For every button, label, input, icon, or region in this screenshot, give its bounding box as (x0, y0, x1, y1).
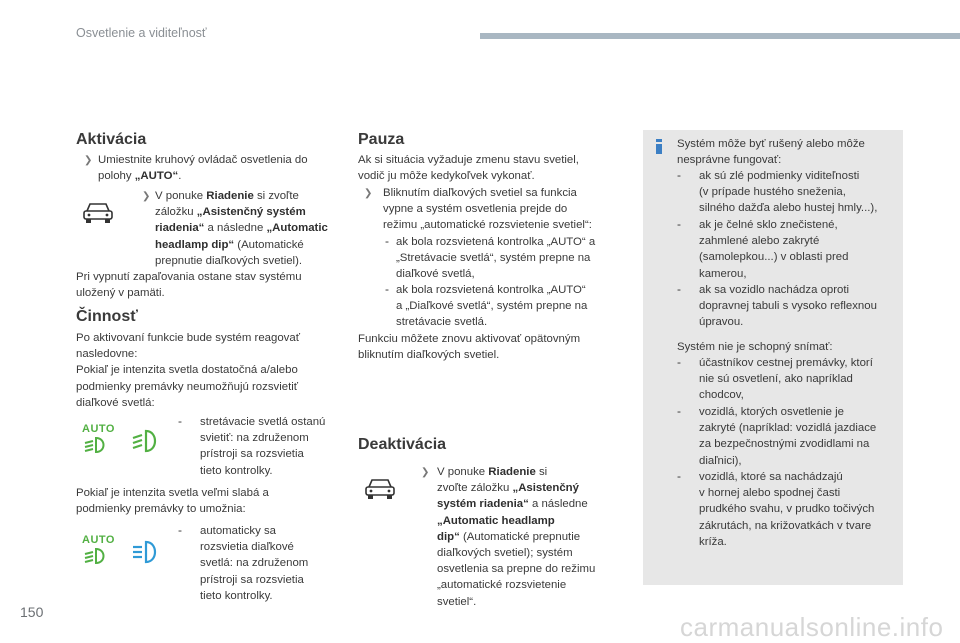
aktivacia-note: Pri vypnutí zapaľovania ostane stav systému uložený v pamäti. (76, 271, 302, 300)
auto-lights-indicator-icon: AUTO (82, 424, 115, 454)
dash-marker: - (178, 523, 182, 537)
heading-pauza: Pauza (358, 131, 405, 148)
dash-marker: - (677, 469, 681, 483)
auto-lights-indicator-icon: AUTO (82, 535, 115, 565)
dash-marker: - (677, 282, 681, 296)
pauza-case-2: ak bola rozsvietená kontrolka „AUTO“ a „Diaľkové svetlá“, systém prepne na stretávacie svetlá. (396, 284, 588, 329)
aktivacia-step: Umiestnite kruhový ovládač osvetlenia do polohy „AUTO“. (98, 154, 308, 183)
dash-marker: - (677, 217, 681, 231)
info-icon (656, 139, 662, 154)
high-beam-indicator-icon (130, 539, 162, 565)
dash-marker: - (385, 282, 389, 296)
info-condition-3: ak sa vozidlo nachádza oproti dopravnej tabuli s vysoko reflexnou úpravou. (699, 284, 877, 329)
dash-marker: - (178, 414, 182, 428)
info-condition-1: ak sú zlé podmienky viditeľnosti (v prípade hustého sneženia, silného dažďa alebo hustej hmly...), (699, 170, 878, 215)
dash-marker: - (677, 168, 681, 182)
bullet-marker-icon: ❯ (421, 467, 430, 478)
aktivacia-menu-step: V ponuke Riadenie si zvoľte záložku „Asistenčný systém riadenia“ a následne „Automatic headlamp dip“ (Automatické prepnutie diaľkových svetiel). (155, 190, 328, 267)
info-condition-2: ak je čelné sklo znečistené, zahmlené alebo zakryté (samolepkou...) v oblasti pred kamerou, (699, 219, 849, 280)
dash-marker: - (677, 404, 681, 418)
section-title: Osvetlenie a viditeľnosť (76, 26, 207, 40)
low-beam-indicator-icon (130, 428, 162, 454)
info-intro-2: Systém nie je schopný snímať: (677, 341, 833, 353)
info-limit-2: vozidlá, ktorých osvetlenie je zakryté (napríklad: vozidlá jazdiace za bezpečnostnými zvodidlami na diaľnici), (699, 406, 877, 467)
pauza-intro: Ak si situácia vyžaduje zmenu stavu svetiel, vodič ju môže kedykoľvek vykonať. (358, 154, 579, 183)
heading-deaktivacia: Deaktivácia (358, 436, 447, 453)
info-intro: Systém môže byť rušený alebo môže nesprávne fungovať: (677, 138, 865, 167)
deaktivacia-menu-step: V ponuke Riadenie si zvoľte záložku „Asistenčný systém riadenia“ a následne „Automatic headlamp dip“ (Automatické prepnutie diaľkových svetiel); systém osvetlenia sa prepne do režimu „automatické rozsvietenie svetiel“. (437, 466, 596, 608)
pauza-step: Bliknutím diaľkových svetiel sa funkcia vypne a systém osvetlenia prejde do režimu „automatické rozsvietenie svetiel“: (383, 187, 592, 232)
heading-cinnost: Činnosť (76, 308, 138, 325)
heading-aktivacia: Aktivácia (76, 131, 147, 148)
header-bar (480, 33, 960, 39)
info-limit-1: účastníkov cestnej premávky, ktorí nie sú osvetlení, ako napríklad chodcov, (699, 357, 873, 402)
cinnost-low-light: Pokiaľ je intenzita svetla veľmi slabá a podmienky premávky to umožnia: (76, 487, 269, 516)
cinnost-intro: Po aktivovaní funkcie bude systém reagovať nasledovne: Pokiaľ je intenzita svetla dostatočná a/alebo podmienky premávky neumožňujú rozsvietiť diaľkové svetlá: (76, 332, 300, 409)
bullet-marker-icon: ❯ (142, 191, 151, 202)
bullet-marker-icon: ❯ (84, 155, 93, 166)
info-limit-3: vozidlá, ktoré sa nachádzajú v hornej alebo spodnej časti prudkého svahu, v prudko točivých zákrutách, na križovatkách v tvare kríža. (699, 471, 875, 548)
page-number: 150 (20, 604, 44, 620)
cinnost-item-highbeam: automaticky sa rozsvietia diaľkové svetlá: na združenom prístroji sa rozsvietia tieto kontrolky. (200, 525, 309, 602)
cinnost-item-lowbeam: stretávacie svetlá ostanú svietiť: na združenom prístroji sa rozsvietia tieto kontrolky. (200, 416, 326, 477)
pauza-case-1: ak bola rozsvietená kontrolka „AUTO“ a „Stretávacie svetlá“, systém prepne na diaľkové svetlá, (396, 236, 596, 281)
pauza-end: Funkciu môžete znovu aktivovať opätovným bliknutím diaľkových svetiel. (358, 333, 581, 362)
watermark: carmanualsonline.info (680, 612, 944, 642)
bullet-marker-icon: ❯ (364, 188, 373, 199)
car-icon (82, 200, 114, 226)
car-icon (364, 476, 396, 502)
dash-marker: - (385, 234, 389, 248)
dash-marker: - (677, 355, 681, 369)
